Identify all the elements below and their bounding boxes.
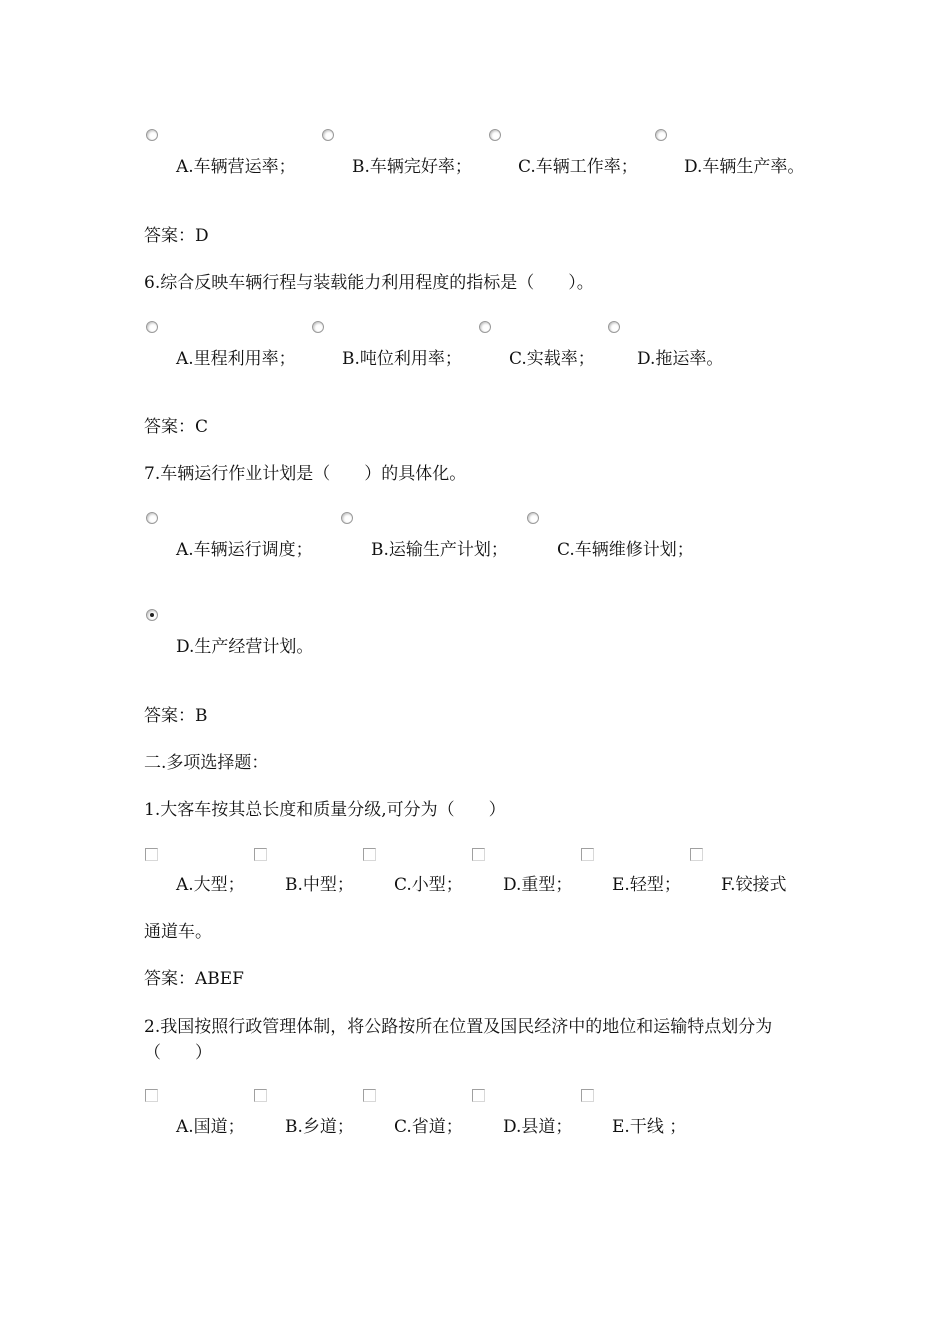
q6-radio-d[interactable] [608,321,620,333]
section-title: 二.多项选择题： [144,753,269,773]
m1-checkbox-f[interactable] [690,848,703,861]
m2-question: 2.我国按照行政管理体制，将公路按所在位置及国民经济中的地位和运输特点划分为（ ） [144,1017,773,1063]
q5-answer: 答案：D [144,226,209,246]
q7-option-b: B.运输生产计划； [371,540,508,560]
m2-checkbox-e[interactable] [581,1089,594,1102]
m1-option-c: C.小型； [394,875,463,895]
q5-option-c: C.车辆工作率； [518,157,638,177]
m2-option-a: A.国道； [176,1117,245,1137]
m2-checkbox-a[interactable] [145,1089,158,1102]
q5-radio-a[interactable] [146,129,158,141]
q6-radio-c[interactable] [479,321,491,333]
q6-option-b: B.吨位利用率； [342,349,462,369]
m2-option-c: C.省道； [394,1117,463,1137]
q5-option-a: A.车辆营运率； [176,157,296,177]
q6-question: 6.综合反映车辆行程与装载能力利用程度的指标是（ ）。 [144,273,594,293]
m1-answer: 答案：ABEF [144,969,244,989]
q5-option-b: B.车辆完好率； [352,157,472,177]
q6-option-a: A.里程利用率； [176,349,296,369]
m2-option-b: B.乡道； [285,1117,354,1137]
q7-option-d: D.生产经营计划。 [176,637,314,657]
m2-checkbox-d[interactable] [472,1089,485,1102]
q7-option-a: A.车辆运行调度； [176,540,313,560]
m1-checkbox-c[interactable] [363,848,376,861]
m2-checkbox-c[interactable] [363,1089,376,1102]
q7-question: 7.车辆运行作业计划是（ ）的具体化。 [144,464,467,484]
m1-question: 1.大客车按其总长度和质量分级,可分为（ ） [144,800,506,820]
m1-checkbox-e[interactable] [581,848,594,861]
m1-option-f: F.铰接式 [721,875,787,895]
m1-checkbox-a[interactable] [145,848,158,861]
q6-option-c: C.实载率； [509,349,595,369]
m1-checkbox-b[interactable] [254,848,267,861]
q7-radio-a[interactable] [146,512,158,524]
m2-option-d: D.县道； [503,1117,573,1137]
q7-radio-b[interactable] [341,512,353,524]
m1-checkbox-d[interactable] [472,848,485,861]
m1-option-a: A.大型； [176,875,245,895]
m1-option-e: E.轻型； [612,875,681,895]
q5-radio-b[interactable] [322,129,334,141]
m2-checkbox-b[interactable] [254,1089,267,1102]
q7-option-c: C.车辆维修计划； [557,540,694,560]
q6-option-d: D.拖运率。 [637,349,724,369]
q7-answer: 答案：B [144,706,208,726]
m2-option-e: E.干线 ； [612,1117,687,1137]
q6-radio-b[interactable] [312,321,324,333]
q6-answer: 答案：C [144,417,209,437]
q5-option-d: D.车辆生产率。 [684,157,805,177]
q7-radio-d[interactable] [146,609,158,621]
q5-radio-c[interactable] [489,129,501,141]
m1-option-d: D.重型； [503,875,573,895]
q5-radio-d[interactable] [655,129,667,141]
q7-radio-c[interactable] [527,512,539,524]
m1-option-continuation: 通道车。 [144,922,212,942]
m1-option-b: B.中型； [285,875,354,895]
q6-radio-a[interactable] [146,321,158,333]
